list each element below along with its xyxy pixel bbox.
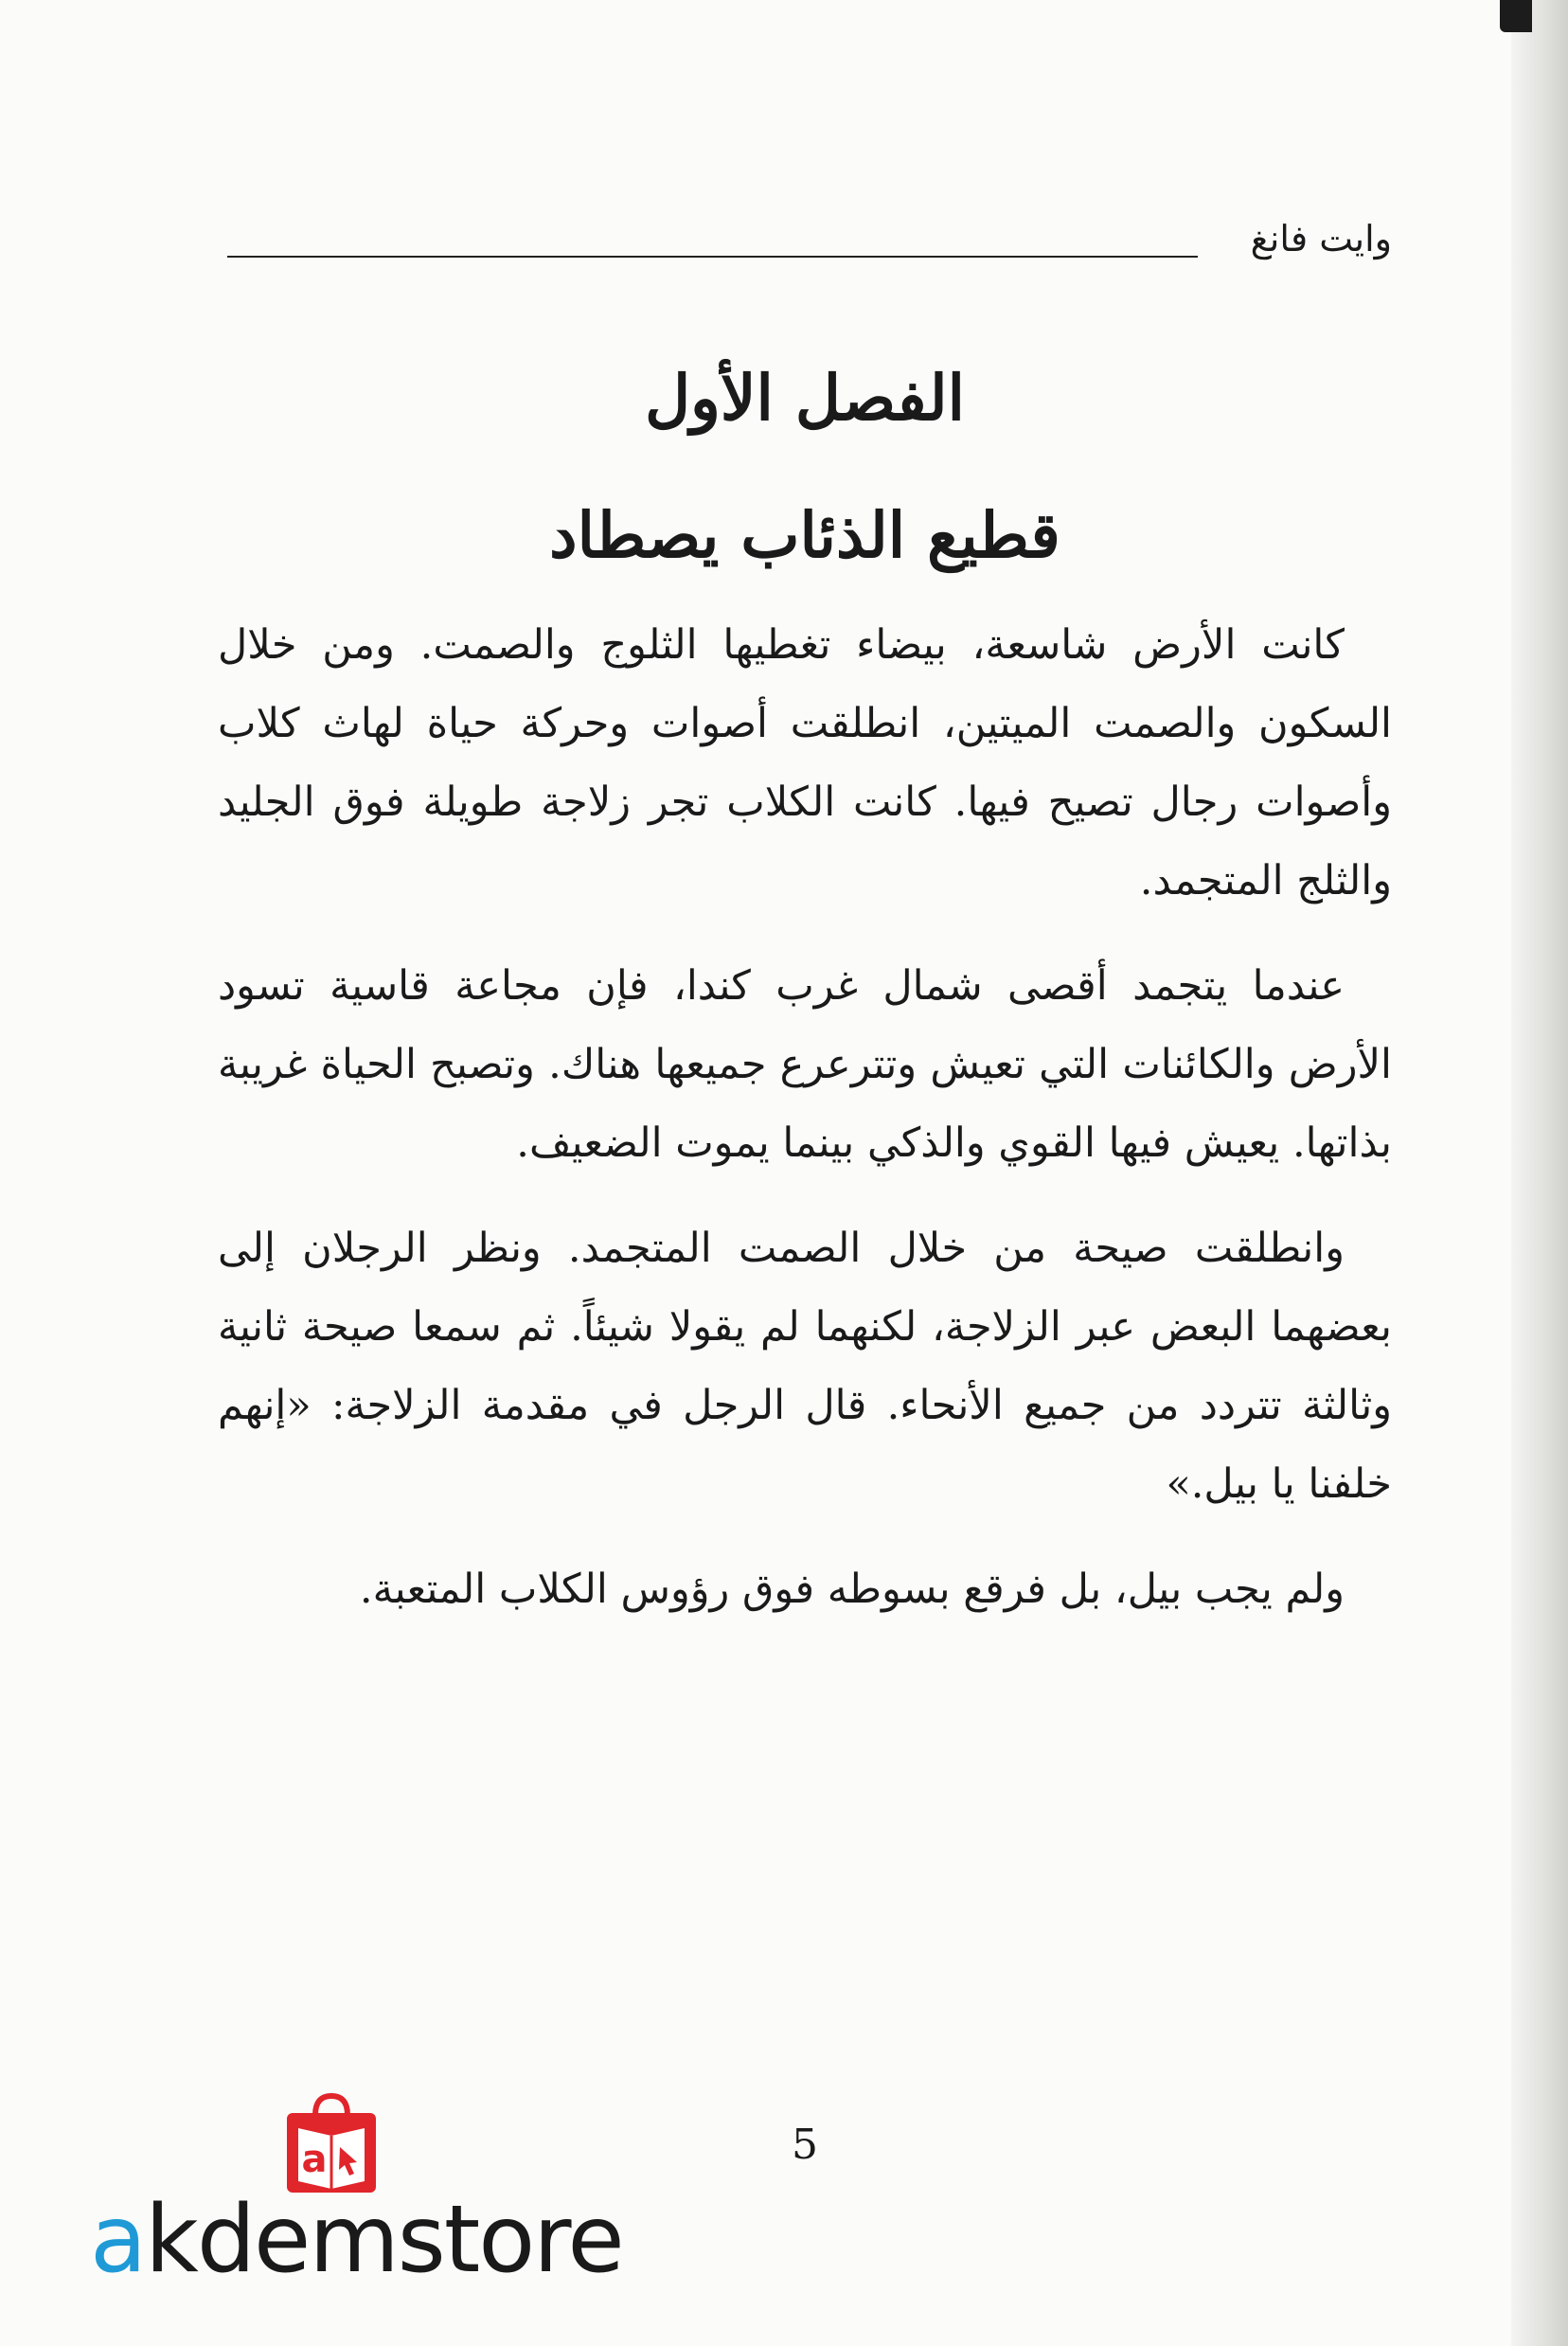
running-head bbox=[218, 210, 1392, 267]
book-page bbox=[218, 0, 1392, 2273]
chapter-title: قطيع الذئاب يصطاد bbox=[549, 498, 1060, 572]
paragraph: وانطلقت صيحة من خلال الصمت المتجمد. ونظر الرجلان إلى بعضهما البعض عبر الزلاجة، لكنهما لم يقولا شيئاً. ثم سمعا صيحة ثانية وثالثة تتردد من جميع الأنحاء. قال الرجل في مقدمة الزلاجة: «إنهم خلفنا يا بيل.» bbox=[218, 1225, 1392, 1508]
body-text bbox=[218, 606, 1392, 1656]
wordmark-rest: kdemstore bbox=[145, 2186, 623, 2294]
scan-corner-mark bbox=[1500, 0, 1532, 32]
paragraph: عندما يتجمد أقصى شمال غرب كندا، فإن مجاعة قاسية تسود الأرض والكائنات التي تعيش وتترعرع جميعها هناك. وتصبح الحياة غريبة بذاتها. يعيش فيها القوي والذكي بينما يموت الضعيف. bbox=[218, 962, 1392, 1167]
store-watermark-logo bbox=[90, 2088, 623, 2297]
badge-letter: a bbox=[301, 2138, 328, 2181]
running-head-rule bbox=[227, 256, 1198, 258]
paragraph: ولم يجب بيل، بل فرقع بسوطه فوق رؤوس الكلاب المتعبة. bbox=[359, 1566, 1345, 1613]
running-head-title: وايت فانغ bbox=[1250, 218, 1392, 260]
page-number: 5 bbox=[792, 2121, 818, 2169]
shopping-bag-book-icon bbox=[279, 2088, 383, 2197]
page-edge-shadow bbox=[1511, 0, 1568, 2346]
store-wordmark bbox=[90, 2186, 623, 2294]
paragraph: كانت الأرض شاسعة، بيضاء تغطيها الثلوج والصمت. ومن خلال السكون والصمت الميتين، انطلقت أصوات وحركة حياة لهاث كلاب وأصوات رجال تصيح فيها. كانت الكلاب تجر زلاجة طويلة فوق الجليد والثلج المتجمد. bbox=[218, 621, 1392, 904]
wordmark-lead: a bbox=[90, 2186, 146, 2294]
chapter-label: الفصل الأول bbox=[645, 361, 965, 435]
